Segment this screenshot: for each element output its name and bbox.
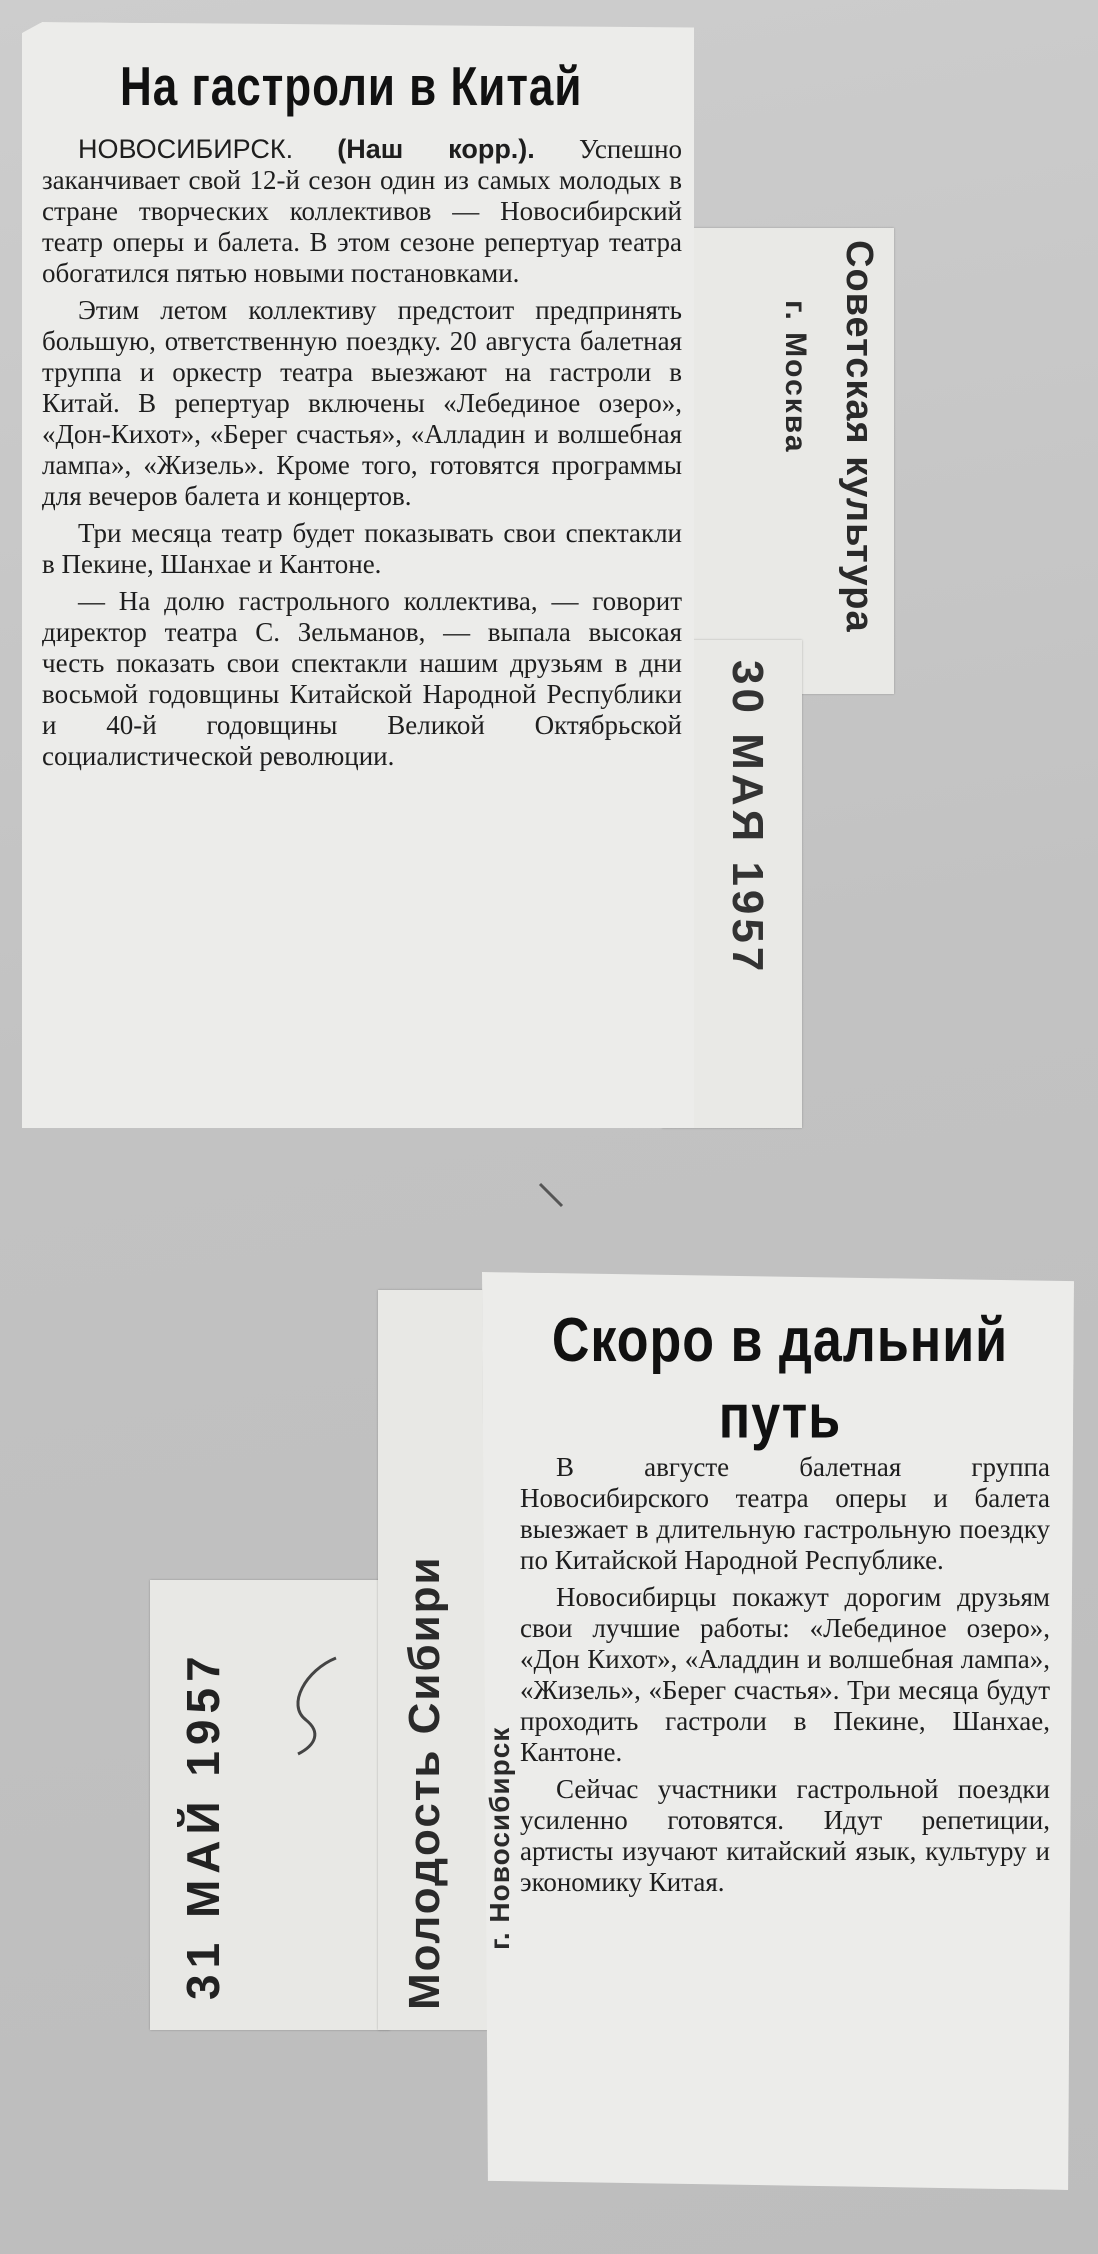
- article-headline-bottom: [500, 1302, 1060, 1456]
- newspaper-city-top: г. Москва: [779, 300, 812, 454]
- date-stamp-bottom: 31 МАЙ 1957: [177, 1650, 229, 2000]
- newspaper-masthead-top: Советская культура: [838, 240, 880, 633]
- lead-text: Успешно заканчивает свой 12-й сезон один из самых молодых в стране творческих коллективов — Новосибирский театр оперы и балета. В этом сезоне репертуар театра обогатился пятью новыми постановками.: [42, 134, 683, 288]
- dateline-correspondent: (Наш корр.).: [337, 134, 535, 164]
- article-paragraph: Этим летом коллективу предстоит предпринять большую, ответственную поездку. 20 августа балетная труппа и оркестр театра выезжают на гастроли в Китай. В репертуар включены «Лебединое озеро», «Дон-Кихот», «Берег счастья», «Алладин и волшебная лампа», «Жизель». Кроме того, готовятся программы для вечеров балета и концертов.: [42, 295, 682, 511]
- article-paragraph: Новосибирцы покажут дорогим друзьям свои лучшие работы: «Лебединое озеро», «Дон Кихот», «Аладдин и волшебная лампа», «Жизель», «Берег счастья». Три месяца будут проходить гастроли в Пекине, Шанхае, Кантоне.: [520, 1582, 1050, 1767]
- headline-line: Скоро в дальний: [551, 1305, 1009, 1376]
- article-paragraph: Сейчас участники гастрольной поездки усиленно готовятся. Идут репетиции, артисты изучают китайский язык, культуру и экономику Китая.: [520, 1774, 1050, 1897]
- newspaper-city-bottom: г. Новосибирск: [484, 1726, 515, 1950]
- article-paragraph: Три месяца театр будет показывать свои спектакли в Пекине, Шанхае и Кантоне.: [42, 518, 682, 579]
- dateline-city: НОВОСИБИРСК.: [78, 134, 294, 164]
- article-paragraph: — На долю гастрольного коллектива, — говорит директор театра С. Зельманов, — выпала высокая честь показать свои спектакли нашим друзьям в дни восьмой годовщины Китайской Народной Республики и 40-й годовщины Великой Октябрьской социалистической революции.: [42, 586, 682, 771]
- article-paragraph: В августе балетная группа Новосибирского театра оперы и балета выезжает в длительную гастрольную поездку по Китайской Народной Республике.: [520, 1452, 1050, 1575]
- pencil-check-mark: [276, 1650, 356, 1760]
- headline-line: путь: [718, 1382, 842, 1452]
- article-body-bottom: [520, 1452, 1050, 1904]
- article-lead-paragraph: [42, 134, 682, 289]
- newspaper-masthead-bottom: Молодость Сибири: [400, 1555, 449, 2010]
- article-headline-top: На гастроли в Китай: [120, 56, 583, 118]
- scratch-mark: [536, 1180, 566, 1210]
- date-stamp-top: 30 МАЯ 1957: [723, 660, 772, 976]
- article-body-top: [42, 134, 682, 778]
